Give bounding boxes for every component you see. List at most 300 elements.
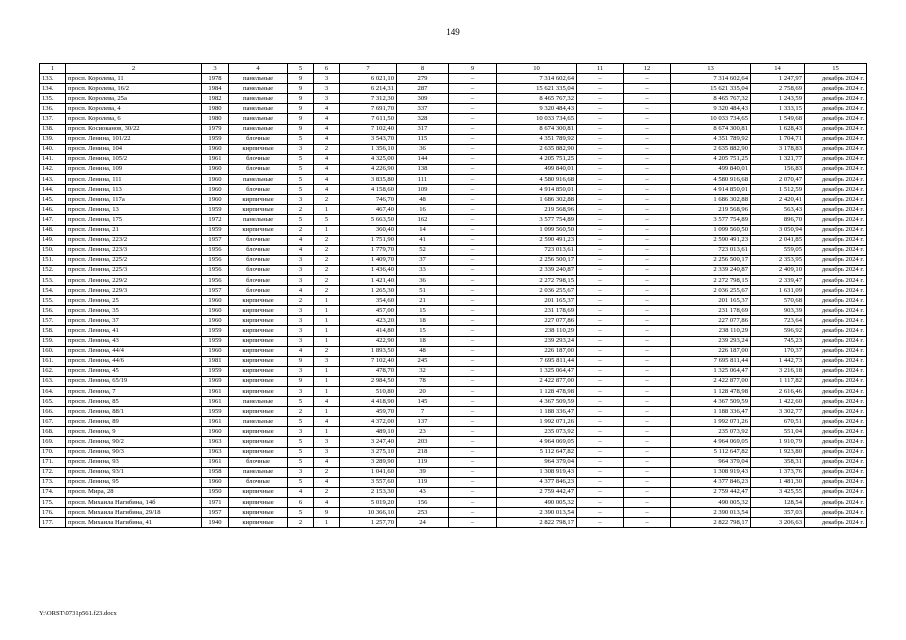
table-cell: 4 [314, 477, 340, 487]
table-cell: панельные [229, 84, 288, 94]
table-cell: – [449, 397, 497, 407]
table-cell: 8 465 767,32 [671, 94, 751, 104]
table-cell: 4 [314, 185, 340, 195]
table-cell: 9 [288, 94, 314, 104]
table-cell: просп. Ленина, 111 [66, 175, 202, 185]
table-cell: – [449, 387, 497, 397]
table-cell: 4 [314, 104, 340, 114]
table-cell: – [449, 447, 497, 457]
table-cell: 2 390 013,54 [671, 508, 751, 518]
table-cell: 4 226,90 [340, 164, 397, 174]
table-cell: – [449, 286, 497, 296]
table-cell: 4 377 846,23 [497, 477, 577, 487]
table-cell: просп. Ленина, 35 [66, 306, 202, 316]
table-cell: 115 [397, 134, 449, 144]
table-cell: 2 635 882,90 [671, 144, 751, 154]
table-cell: – [624, 195, 671, 205]
table-cell: 4 372,00 [340, 417, 397, 427]
table-cell: 2 041,85 [751, 235, 805, 245]
table-cell: 1 628,43 [751, 124, 805, 134]
table-cell: кирпичные [229, 498, 288, 508]
table-cell: – [624, 326, 671, 336]
table-cell: 201 165,37 [671, 296, 751, 306]
table-cell: 1 [314, 518, 340, 528]
table-cell: 723 013,61 [671, 245, 751, 255]
table-cell: 5 [288, 437, 314, 447]
table-cell: – [577, 397, 624, 407]
table-cell: 5 [288, 417, 314, 427]
table-cell: 5 [288, 215, 314, 225]
table-cell: блочные [229, 245, 288, 255]
table-cell: 2 822 798,17 [497, 518, 577, 528]
table-cell: – [577, 245, 624, 255]
table-row [40, 144, 867, 154]
table-cell: – [577, 447, 624, 457]
table-cell: 155. [40, 296, 66, 306]
table-cell: декабрь 2024 г. [805, 447, 867, 457]
table-row [40, 154, 867, 164]
table-row [40, 296, 867, 306]
table-cell: – [624, 356, 671, 366]
table-row [40, 326, 867, 336]
table-cell: 16 [397, 205, 449, 215]
table-cell: просп. Мира, 28 [66, 487, 202, 497]
table-row [40, 114, 867, 124]
table-cell: 4 367 509,59 [671, 397, 751, 407]
table-cell: декабрь 2024 г. [805, 154, 867, 164]
table-cell: просп. Ленина, 117а [66, 195, 202, 205]
table-cell: 1959 [202, 225, 229, 235]
table-cell: 3 178,83 [751, 144, 805, 154]
table-cell: 2 635 882,90 [497, 144, 577, 154]
table-cell: – [449, 306, 497, 316]
table-cell: – [577, 498, 624, 508]
table-cell: – [577, 94, 624, 104]
table-cell: – [624, 114, 671, 124]
table-cell: 478,70 [340, 366, 397, 376]
table-cell: 2 256 500,17 [671, 255, 751, 265]
table-cell: кирпичные [229, 195, 288, 205]
table-cell: 137. [40, 114, 66, 124]
table-cell: – [577, 366, 624, 376]
table-cell: просп. Ленина, 65/19 [66, 376, 202, 386]
table-cell: – [577, 487, 624, 497]
table-cell: 746,70 [340, 195, 397, 205]
column-header: 9 [449, 64, 497, 74]
table-cell: – [577, 205, 624, 215]
table-cell: 32 [397, 366, 449, 376]
table-cell: 235 073,92 [497, 427, 577, 437]
table-cell: просп. Ленина, 225/3 [66, 265, 202, 275]
table-row [40, 477, 867, 487]
table-cell: 160. [40, 346, 66, 356]
table-cell: 3 543,70 [340, 134, 397, 144]
table-cell: 1961 [202, 387, 229, 397]
table-cell: декабрь 2024 г. [805, 74, 867, 84]
table-cell: – [624, 467, 671, 477]
table-cell: 2 256 500,17 [497, 255, 577, 265]
table-cell: – [577, 407, 624, 417]
table-cell: 144. [40, 185, 66, 195]
table-cell: – [449, 417, 497, 427]
table-cell: – [449, 427, 497, 437]
table-cell: 36 [397, 144, 449, 154]
table-cell: 1984 [202, 84, 229, 94]
table-cell: 1 257,70 [340, 518, 397, 528]
table-cell: – [449, 487, 497, 497]
table-cell: 1940 [202, 518, 229, 528]
table-cell: – [577, 175, 624, 185]
table-cell: кирпичные [229, 346, 288, 356]
table-cell: 15 621 335,04 [497, 84, 577, 94]
table-cell: 2 [314, 286, 340, 296]
table-cell: 1957 [202, 286, 229, 296]
table-cell: кирпичные [229, 387, 288, 397]
table-cell: – [577, 376, 624, 386]
table-cell: – [449, 104, 497, 114]
table-cell: 1 686 302,88 [671, 195, 751, 205]
table-cell: 1 923,80 [751, 447, 805, 457]
table-cell: 1 325 064,47 [671, 366, 751, 376]
table-cell: 1960 [202, 175, 229, 185]
table-cell: – [624, 175, 671, 185]
table-cell: 1960 [202, 164, 229, 174]
table-cell: декабрь 2024 г. [805, 326, 867, 336]
table-cell: – [577, 387, 624, 397]
table-cell: 227 077,86 [671, 316, 751, 326]
table-cell: 1 265,30 [340, 286, 397, 296]
table-cell: 5 [288, 154, 314, 164]
table-cell: 238 110,29 [671, 326, 751, 336]
table-cell: декабрь 2024 г. [805, 498, 867, 508]
table-cell: – [577, 417, 624, 427]
table-cell: 3 [288, 306, 314, 316]
table-cell: 141. [40, 154, 66, 164]
table-cell: панельные [229, 124, 288, 134]
table-cell: 1957 [202, 235, 229, 245]
table-cell: – [577, 437, 624, 447]
table-cell: блочные [229, 185, 288, 195]
table-cell: 1 [314, 407, 340, 417]
table-cell: 4 580 916,68 [671, 175, 751, 185]
table-cell: – [577, 144, 624, 154]
table-cell: 1957 [202, 508, 229, 518]
table-cell: 7 611,50 [340, 114, 397, 124]
table-cell: блочные [229, 235, 288, 245]
table-cell: 467,40 [340, 205, 397, 215]
table-cell: 176. [40, 508, 66, 518]
table-cell: 9 [288, 74, 314, 84]
table-cell: 7 691,70 [340, 104, 397, 114]
table-cell: 570,68 [751, 296, 805, 306]
column-header: 4 [229, 64, 288, 74]
table-cell: – [449, 84, 497, 94]
table-cell: 1 128 478,98 [497, 387, 577, 397]
table-cell: кирпичные [229, 326, 288, 336]
table-cell: 139. [40, 134, 66, 144]
table-cell: 5 [288, 164, 314, 174]
table-cell: 1 [314, 336, 340, 346]
table-cell: блочные [229, 286, 288, 296]
table-cell: просп. Королева, 16/2 [66, 84, 202, 94]
table-cell: – [577, 336, 624, 346]
table-cell: 3 [314, 74, 340, 84]
table-cell: декабрь 2024 г. [805, 387, 867, 397]
table-cell: 1972 [202, 215, 229, 225]
table-cell: 354,60 [340, 296, 397, 306]
table-cell: 9 [314, 508, 340, 518]
table-cell: 165. [40, 397, 66, 407]
table-cell: декабрь 2024 г. [805, 397, 867, 407]
table-cell: 1 356,10 [340, 144, 397, 154]
table-cell: 41 [397, 235, 449, 245]
table-cell: 490 005,32 [671, 498, 751, 508]
table-cell: – [449, 215, 497, 225]
table-cell: – [624, 245, 671, 255]
table-cell: декабрь 2024 г. [805, 255, 867, 265]
table-cell: кирпичные [229, 487, 288, 497]
column-header: 15 [805, 64, 867, 74]
table-cell: панельные [229, 114, 288, 124]
table-cell: 1960 [202, 144, 229, 154]
table-cell: просп. Ленина, 90/2 [66, 437, 202, 447]
table-cell: 147. [40, 215, 66, 225]
table-cell: 2 616,46 [751, 387, 805, 397]
table-cell: 173. [40, 477, 66, 487]
table-cell: 150. [40, 245, 66, 255]
table-cell: декабрь 2024 г. [805, 366, 867, 376]
table-cell: 3 [288, 144, 314, 154]
table-cell: 3 [314, 437, 340, 447]
table-cell: 14 [397, 225, 449, 235]
table-row [40, 195, 867, 205]
table-cell: 8 465 767,32 [497, 94, 577, 104]
table-cell: 2 036 255,67 [497, 286, 577, 296]
table-cell: 156,83 [751, 164, 805, 174]
table-cell: 4 964 069,05 [671, 437, 751, 447]
table-cell: 15 621 335,04 [671, 84, 751, 94]
table-cell: 2 822 798,17 [671, 518, 751, 528]
table-cell: 48 [397, 195, 449, 205]
table-cell: 4 351 789,92 [497, 134, 577, 144]
table-cell: просп. Ленина, 175 [66, 215, 202, 225]
table-cell: 4 [314, 154, 340, 164]
table-cell: 3 [288, 255, 314, 265]
table-cell: 964 379,04 [497, 457, 577, 467]
column-header: 12 [624, 64, 671, 74]
table-cell: 3 [314, 84, 340, 94]
table-cell: кирпичные [229, 356, 288, 366]
table-cell: просп. Ленина, 90/3 [66, 447, 202, 457]
table-cell: просп. Ленина, 25 [66, 296, 202, 306]
table-cell: – [624, 144, 671, 154]
table-cell: 1 099 560,50 [497, 225, 577, 235]
table-cell: – [624, 185, 671, 195]
table-cell: декабрь 2024 г. [805, 185, 867, 195]
table-cell: 5 [288, 508, 314, 518]
table-cell: – [577, 286, 624, 296]
table-cell: 142. [40, 164, 66, 174]
table-cell: декабрь 2024 г. [805, 437, 867, 447]
table-cell: 7 314 602,64 [497, 74, 577, 84]
table-cell: – [577, 306, 624, 316]
table-cell: 4 580 916,68 [497, 175, 577, 185]
table-cell: 1961 [202, 397, 229, 407]
table-cell: – [449, 94, 497, 104]
table-cell: – [624, 508, 671, 518]
table-cell: 154. [40, 286, 66, 296]
table-cell: кирпичные [229, 205, 288, 215]
table-row [40, 487, 867, 497]
table-cell: просп. Ленина, 44/4 [66, 346, 202, 356]
table-cell: 52 [397, 245, 449, 255]
table-cell: 218 [397, 447, 449, 457]
table-cell: – [624, 397, 671, 407]
table-cell: 235 073,92 [671, 427, 751, 437]
table-cell: – [449, 74, 497, 84]
table-cell: – [624, 427, 671, 437]
table-row [40, 346, 867, 356]
table-cell: блочные [229, 265, 288, 275]
table-cell: 2 422 877,00 [497, 376, 577, 386]
table-cell: 2 390 013,54 [497, 508, 577, 518]
table-cell: 1959 [202, 134, 229, 144]
table-cell: 5 [288, 185, 314, 195]
table-cell: 4 964 069,05 [497, 437, 577, 447]
table-cell: – [577, 225, 624, 235]
table-cell: 2 070,47 [751, 175, 805, 185]
table-cell: – [449, 225, 497, 235]
table-cell: просп. Михаила Нагибина, 29/18 [66, 508, 202, 518]
table-cell: 253 [397, 508, 449, 518]
table-cell: кирпичные [229, 306, 288, 316]
table-cell: – [624, 164, 671, 174]
column-header: 5 [288, 64, 314, 74]
column-header: 1 [40, 64, 66, 74]
table-cell: 1960 [202, 427, 229, 437]
table-cell: 5 663,50 [340, 215, 397, 225]
table-cell: 2 758,69 [751, 84, 805, 94]
table-cell: 896,70 [751, 215, 805, 225]
table-cell: – [577, 296, 624, 306]
table-cell: 1961 [202, 417, 229, 427]
table-cell: декабрь 2024 г. [805, 306, 867, 316]
table-cell: 4 [314, 134, 340, 144]
table-cell: 551,04 [751, 427, 805, 437]
table-cell: 152. [40, 265, 66, 275]
table-cell: 136. [40, 104, 66, 114]
table-cell: 1959 [202, 205, 229, 215]
table-cell: 164. [40, 387, 66, 397]
table-cell: декабрь 2024 г. [805, 144, 867, 154]
table-cell: – [624, 336, 671, 346]
table-cell: 168. [40, 427, 66, 437]
table-cell: – [577, 326, 624, 336]
table-cell: 4 [314, 498, 340, 508]
table-cell: 4 205 751,25 [497, 154, 577, 164]
column-header: 3 [202, 64, 229, 74]
table-cell: декабрь 2024 г. [805, 134, 867, 144]
table-cell: – [577, 195, 624, 205]
table-cell: 1960 [202, 296, 229, 306]
table-cell: просп. Ленина, 223/3 [66, 245, 202, 255]
table-cell: 135. [40, 94, 66, 104]
table-row [40, 407, 867, 417]
table-cell: – [449, 245, 497, 255]
table-cell: 163. [40, 376, 66, 386]
table-cell: 2 [288, 296, 314, 306]
table-cell: 1 [314, 316, 340, 326]
table-cell: 1 [314, 225, 340, 235]
table-cell: 2 272 798,15 [497, 275, 577, 285]
table-cell: просп. Михаила Нагибина, 14б [66, 498, 202, 508]
table-cell: просп. Ленина, 93/1 [66, 467, 202, 477]
table-cell: 1 409,70 [340, 255, 397, 265]
table-cell: блочные [229, 154, 288, 164]
table-cell: – [449, 477, 497, 487]
table-cell: 1956 [202, 245, 229, 255]
table-cell: кирпичные [229, 437, 288, 447]
table-cell: – [624, 487, 671, 497]
table-cell: 4 [314, 397, 340, 407]
table-cell: кирпичные [229, 376, 288, 386]
table-cell: просп. Королева, 25а [66, 94, 202, 104]
table-cell: – [624, 346, 671, 356]
table-cell: 1 704,71 [751, 134, 805, 144]
table-cell: кирпичные [229, 225, 288, 235]
table-cell: 1959 [202, 336, 229, 346]
table-cell: – [624, 417, 671, 427]
table-cell: 119 [397, 457, 449, 467]
table-cell: – [577, 215, 624, 225]
table-cell: 328 [397, 114, 449, 124]
table-cell: 162 [397, 215, 449, 225]
table-cell: – [449, 114, 497, 124]
table-cell: – [449, 124, 497, 134]
table-cell: 9 [288, 84, 314, 94]
table-cell: панельные [229, 94, 288, 104]
table-cell: 510,80 [340, 387, 397, 397]
table-cell: декабрь 2024 г. [805, 457, 867, 467]
table-cell: 231 178,69 [497, 306, 577, 316]
table-row [40, 225, 867, 235]
table-cell: 414,80 [340, 326, 397, 336]
table-cell: 423,20 [340, 316, 397, 326]
table-cell: 174. [40, 487, 66, 497]
table-cell: 2 353,95 [751, 255, 805, 265]
table-cell: – [577, 265, 624, 275]
table-cell: декабрь 2024 г. [805, 376, 867, 386]
table-cell: 287 [397, 84, 449, 94]
table-cell: – [449, 144, 497, 154]
table-cell: 146. [40, 205, 66, 215]
table-cell: просп. Ленина, 95 [66, 477, 202, 487]
table-cell: декабрь 2024 г. [805, 407, 867, 417]
table-cell: 1971 [202, 498, 229, 508]
table-cell: – [449, 498, 497, 508]
table-cell: просп. Ленина, 223/2 [66, 235, 202, 245]
table-cell: 2 339 240,87 [671, 265, 751, 275]
table-cell: – [449, 457, 497, 467]
table-row [40, 417, 867, 427]
table-cell: 18 [397, 316, 449, 326]
table-cell: 1 [314, 427, 340, 437]
table-row [40, 427, 867, 437]
table-cell: 144 [397, 154, 449, 164]
table-cell: панельные [229, 104, 288, 114]
table-cell: 1 549,68 [751, 114, 805, 124]
table-cell: – [624, 225, 671, 235]
